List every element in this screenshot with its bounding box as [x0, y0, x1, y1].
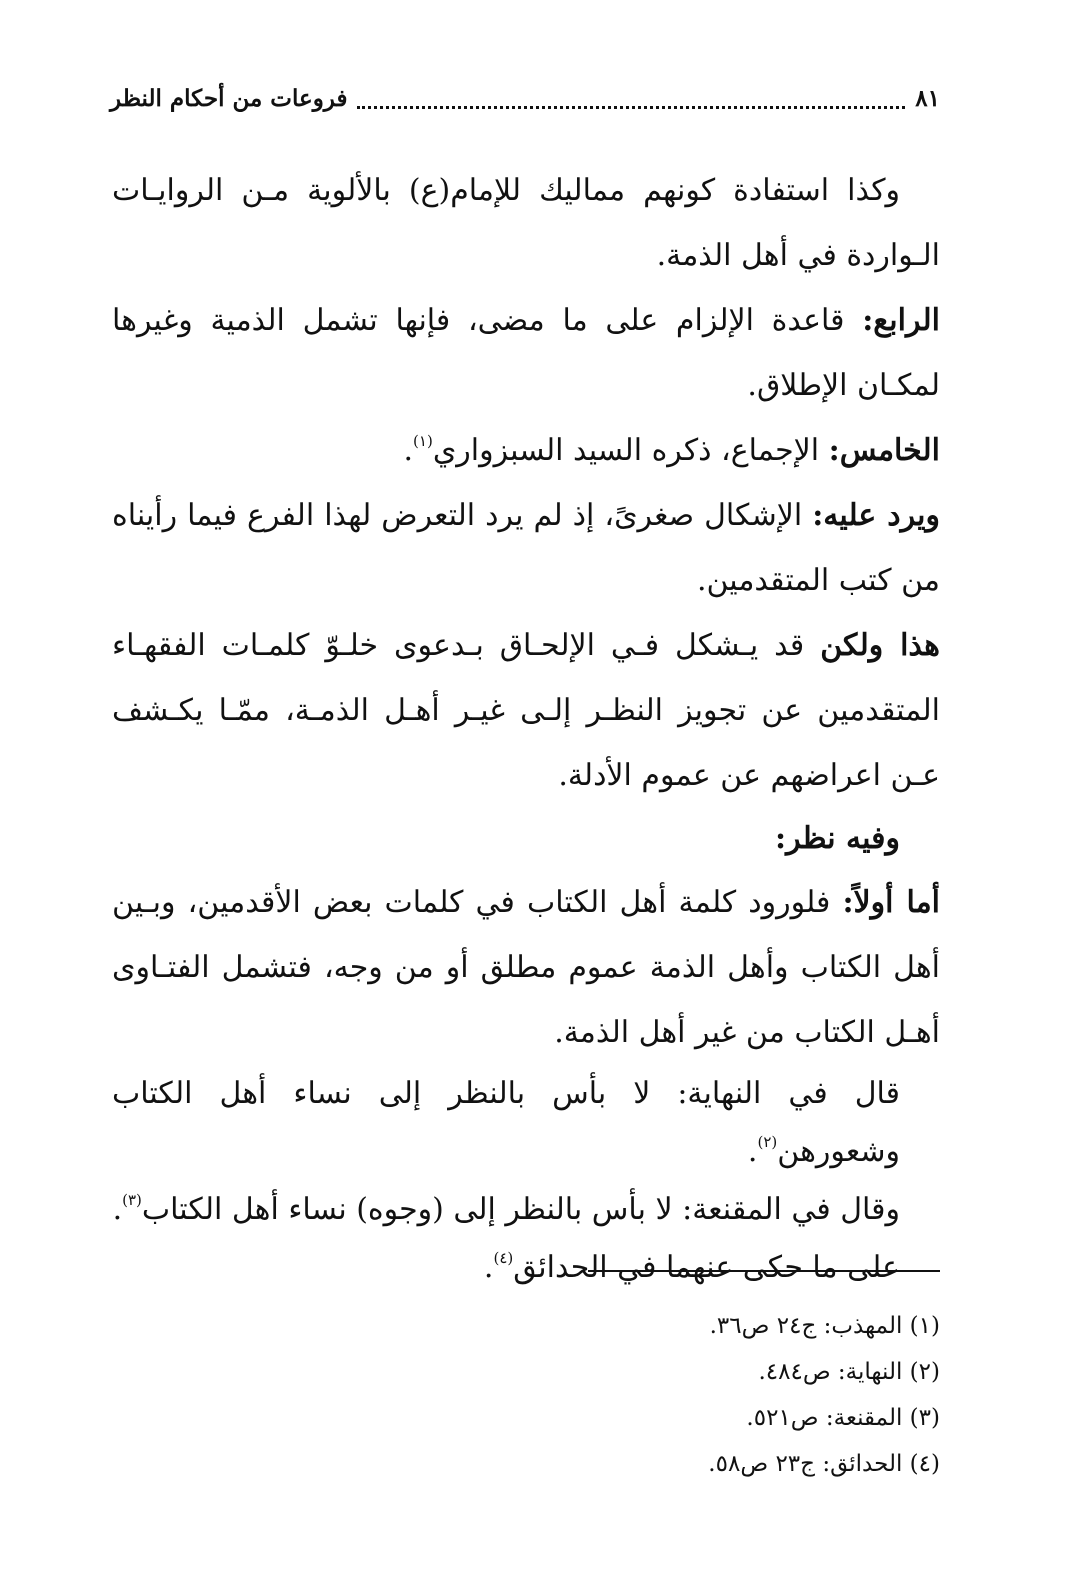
quote-nihaya	[112, 1065, 940, 1181]
paragraph-text: فلورود كلمة أهل الكتاب في كلمات بعض الأقدمين، وبـين أهل الكتاب وأهل الذمة عموم مطلق أو من وجه، فتشمل الفتـاوى أهـل الكتاب من غير أهل الذمة.	[112, 885, 940, 1050]
paragraph-fourth	[112, 288, 940, 418]
paragraph-label: ويرد عليه:	[812, 498, 940, 533]
paragraph-text: الإشكال صغرىً، إذ لم يرد التعرض لهذا الفرع فيما رأيناه من كتب المتقدمين.	[112, 498, 940, 598]
paragraph-firstly	[112, 870, 940, 1065]
paragraph-label: أما أولاً:	[842, 885, 940, 920]
quote-hadaiq	[112, 1239, 940, 1297]
footnote-ref[interactable]: (١)	[413, 432, 433, 450]
footnotes	[440, 1303, 940, 1487]
quote-muqnia	[112, 1181, 940, 1239]
section-heading: وفيه نظر:	[775, 821, 900, 856]
page-number: ٨١	[915, 84, 940, 112]
paragraph-fifth	[112, 418, 940, 483]
quote-text: قال في النهاية: لا بأس بالنظر إلى نساء أهل الكتاب وشعورهن	[112, 1076, 900, 1169]
footnote: (٢) النهاية: ص٤٨٤.	[758, 1359, 940, 1385]
footnote-ref[interactable]: (٣)	[122, 1191, 142, 1209]
paragraph-text: قاعدة الإلزام على ما مضى، فإنها تشمل الذمية وغيرها لمكـان الإطلاق.	[112, 303, 940, 403]
paragraph-1	[112, 158, 940, 288]
footnote: (٤) الحدائق: ج٢٣ ص٥٨.	[708, 1451, 940, 1477]
running-header	[110, 78, 940, 118]
paragraph-label: هذا ولكن	[820, 628, 940, 663]
body-text	[112, 158, 940, 1297]
running-title: فروعات من أحكام النظر	[110, 84, 348, 112]
paragraph-text: الإجماع، ذكره السيد السبزواري	[432, 433, 829, 468]
footnote-ref[interactable]: (٤)	[493, 1249, 514, 1267]
sentence-end: .	[403, 433, 414, 468]
sentence-end: .	[747, 1134, 758, 1169]
paragraph-label: الخامس:	[828, 433, 940, 468]
quote-text: على ما حكى عنهما في الحدائق	[513, 1250, 900, 1285]
paragraph-however	[112, 613, 940, 808]
footnote-ref[interactable]: (٢)	[757, 1133, 778, 1151]
paragraph-text: وكذا استفادة كونهم مماليك للإمام(ع) بالألوية مـن الروايـات الـواردة في أهل الذمة.	[112, 173, 940, 273]
sentence-end: .	[112, 1192, 123, 1227]
footnote-divider	[588, 1270, 940, 1272]
footnote: (١) المهذب: ج٢٤ ص٣٦.	[709, 1313, 940, 1339]
quote-text: وقال في المقنعة: لا بأس بالنظر إلى (وجوه) نساء أهل الكتاب	[141, 1192, 900, 1227]
footnote: (٣) المقنعة: ص٥٢١.	[746, 1405, 940, 1431]
paragraph-objection	[112, 483, 940, 613]
sentence-end: .	[483, 1250, 494, 1285]
paragraph-label: الرابع:	[862, 303, 940, 338]
paragraph-text: قد يـشكل فـي الإلحـاق بـدعوى خلـوّ كلمـات الفقهـاء المتقدمين عن تجويز النظـر إلـى غيـر أهـل الذمـة، ممّـا يكـشف عـن اعراضهم عن عموم الأدلة.	[112, 628, 940, 793]
leader-dots	[357, 98, 905, 109]
